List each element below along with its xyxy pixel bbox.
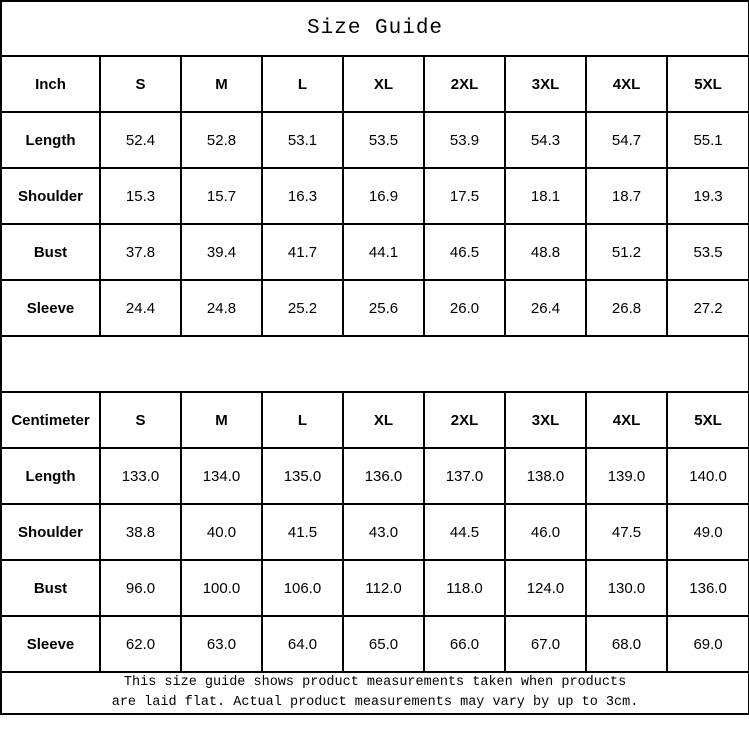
- size-value: 44.5: [424, 504, 505, 560]
- table-row: [1, 448, 749, 504]
- size-value: 55.1: [667, 112, 749, 168]
- page-title: Size Guide: [1, 1, 749, 56]
- size-value: 65.0: [343, 616, 424, 672]
- size-value: 66.0: [424, 616, 505, 672]
- size-value: 100.0: [181, 560, 262, 616]
- title-row: [1, 1, 749, 56]
- size-value: 41.7: [262, 224, 343, 280]
- size-value: 96.0: [100, 560, 181, 616]
- size-value: 118.0: [424, 560, 505, 616]
- size-value: 53.9: [424, 112, 505, 168]
- footer-row: [1, 672, 749, 714]
- size-value: 138.0: [505, 448, 586, 504]
- table-row: [1, 280, 749, 336]
- size-col-header: L: [262, 56, 343, 112]
- spacer-row: [1, 336, 749, 392]
- size-value: 15.7: [181, 168, 262, 224]
- inch-header-row: [1, 56, 749, 112]
- row-label: Shoulder: [1, 168, 100, 224]
- size-col-header: L: [262, 392, 343, 448]
- size-value: 41.5: [262, 504, 343, 560]
- size-value: 53.1: [262, 112, 343, 168]
- size-col-header: 5XL: [667, 56, 749, 112]
- table-row: [1, 112, 749, 168]
- table-row: [1, 616, 749, 672]
- size-value: 67.0: [505, 616, 586, 672]
- size-value: 137.0: [424, 448, 505, 504]
- size-value: 46.0: [505, 504, 586, 560]
- size-value: 53.5: [343, 112, 424, 168]
- footer-note: [1, 672, 749, 714]
- size-col-header: M: [181, 56, 262, 112]
- size-col-header: 3XL: [505, 392, 586, 448]
- size-col-header: XL: [343, 56, 424, 112]
- size-value: 25.6: [343, 280, 424, 336]
- size-value: 24.8: [181, 280, 262, 336]
- size-value: 52.4: [100, 112, 181, 168]
- size-value: 64.0: [262, 616, 343, 672]
- size-value: 53.5: [667, 224, 749, 280]
- size-value: 139.0: [586, 448, 667, 504]
- table-row: [1, 224, 749, 280]
- size-value: 37.8: [100, 224, 181, 280]
- size-value: 140.0: [667, 448, 749, 504]
- size-value: 63.0: [181, 616, 262, 672]
- table-row: [1, 168, 749, 224]
- size-col-header: S: [100, 56, 181, 112]
- table-row: [1, 504, 749, 560]
- cm-unit-label: Centimeter: [1, 392, 100, 448]
- size-col-header: 3XL: [505, 56, 586, 112]
- size-value: 51.2: [586, 224, 667, 280]
- row-label: Length: [1, 448, 100, 504]
- size-value: 49.0: [667, 504, 749, 560]
- size-value: 16.9: [343, 168, 424, 224]
- size-col-header: XL: [343, 392, 424, 448]
- size-value: 52.8: [181, 112, 262, 168]
- size-value: 43.0: [343, 504, 424, 560]
- size-value: 39.4: [181, 224, 262, 280]
- size-value: 124.0: [505, 560, 586, 616]
- size-value: 18.7: [586, 168, 667, 224]
- size-value: 69.0: [667, 616, 749, 672]
- footer-note-line-2: are laid flat. Actual product measurements may vary by up to 3cm.: [111, 695, 639, 710]
- row-label: Sleeve: [1, 280, 100, 336]
- size-value: 135.0: [262, 448, 343, 504]
- size-value: 19.3: [667, 168, 749, 224]
- size-col-header: 2XL: [424, 392, 505, 448]
- size-value: 133.0: [100, 448, 181, 504]
- table-row: [1, 560, 749, 616]
- size-col-header: M: [181, 392, 262, 448]
- size-col-header: 4XL: [586, 56, 667, 112]
- row-label: Bust: [1, 224, 100, 280]
- size-value: 26.8: [586, 280, 667, 336]
- size-value: 136.0: [667, 560, 749, 616]
- size-value: 26.4: [505, 280, 586, 336]
- size-value: 40.0: [181, 504, 262, 560]
- size-value: 48.8: [505, 224, 586, 280]
- size-value: 44.1: [343, 224, 424, 280]
- size-value: 54.3: [505, 112, 586, 168]
- size-value: 17.5: [424, 168, 505, 224]
- footer-note-line-1: This size guide shows product measurements taken when products: [123, 675, 627, 690]
- size-value: 62.0: [100, 616, 181, 672]
- size-value: 16.3: [262, 168, 343, 224]
- size-value: 112.0: [343, 560, 424, 616]
- row-label: Bust: [1, 560, 100, 616]
- row-label: Length: [1, 112, 100, 168]
- size-value: 68.0: [586, 616, 667, 672]
- row-label: Sleeve: [1, 616, 100, 672]
- inch-unit-label: Inch: [1, 56, 100, 112]
- size-value: 27.2: [667, 280, 749, 336]
- size-value: 26.0: [424, 280, 505, 336]
- size-value: 15.3: [100, 168, 181, 224]
- size-value: 18.1: [505, 168, 586, 224]
- size-value: 134.0: [181, 448, 262, 504]
- size-value: 47.5: [586, 504, 667, 560]
- size-col-header: S: [100, 392, 181, 448]
- size-value: 46.5: [424, 224, 505, 280]
- size-col-header: 4XL: [586, 392, 667, 448]
- size-value: 25.2: [262, 280, 343, 336]
- size-value: 54.7: [586, 112, 667, 168]
- size-col-header: 5XL: [667, 392, 749, 448]
- size-col-header: 2XL: [424, 56, 505, 112]
- size-value: 106.0: [262, 560, 343, 616]
- size-value: 38.8: [100, 504, 181, 560]
- cm-header-row: [1, 392, 749, 448]
- size-value: 136.0: [343, 448, 424, 504]
- row-label: Shoulder: [1, 504, 100, 560]
- size-value: 130.0: [586, 560, 667, 616]
- size-value: 24.4: [100, 280, 181, 336]
- table-gap: [1, 336, 749, 392]
